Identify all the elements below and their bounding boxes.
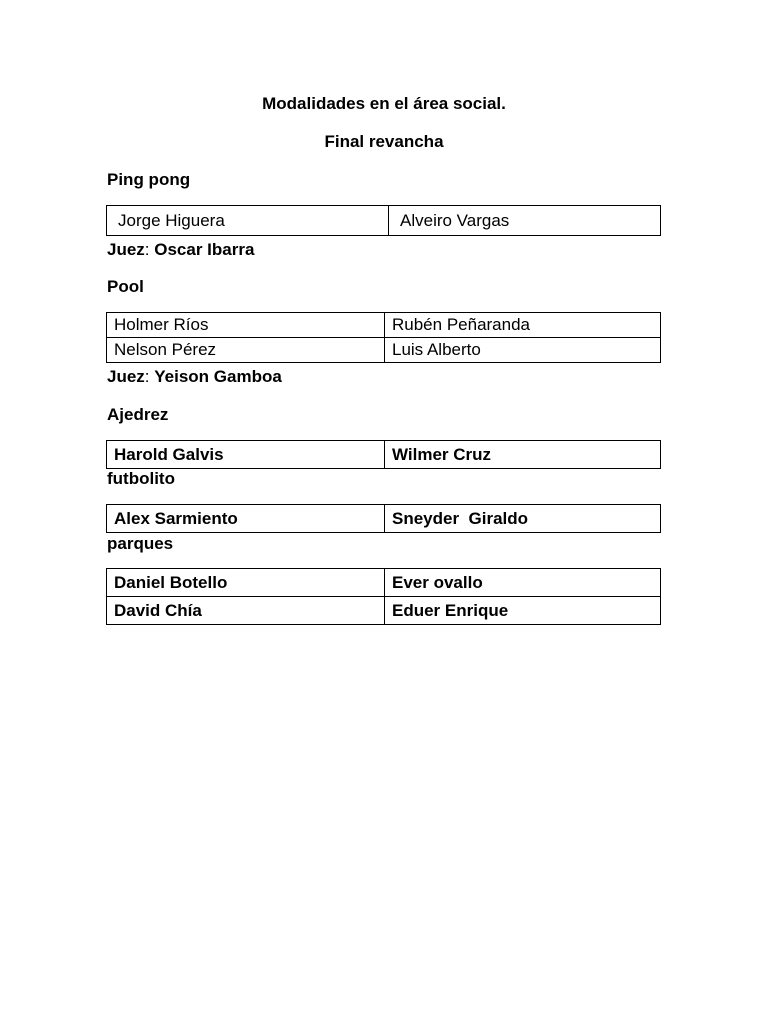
judge-name: Oscar Ibarra (154, 240, 255, 259)
document-subtitle: Final revancha (324, 132, 444, 151)
player-cell: Jorge Higuera (107, 206, 389, 236)
player-cell: Nelson Pérez (107, 338, 385, 363)
player-cell: Luis Alberto (385, 338, 661, 363)
match-table-parques (106, 568, 661, 625)
player-cell: Harold Galvis (107, 441, 385, 469)
section-heading-parques: parques (107, 534, 174, 553)
player-cell: Alex Sarmiento (107, 505, 385, 533)
player-cell: Ever ovallo (385, 569, 661, 597)
judge-separator: : (144, 367, 155, 386)
section-heading-ping-pong: Ping pong (107, 170, 191, 189)
player-cell: Wilmer Cruz (385, 441, 661, 469)
player-cell: Holmer Ríos (107, 313, 385, 338)
match-table-ping-pong (106, 205, 661, 236)
table-row (107, 338, 661, 363)
player-cell: Alveiro Vargas (389, 206, 661, 236)
judge-label: Juez (107, 367, 145, 386)
table-row (107, 597, 661, 625)
player-cell: Eduer Enrique (385, 597, 661, 625)
table-row (107, 569, 661, 597)
match-table-pool (106, 312, 661, 363)
player-cell: Rubén Peñaranda (385, 313, 661, 338)
table-row (107, 313, 661, 338)
judge-line-pool (107, 367, 282, 387)
judge-label: Juez (107, 240, 145, 259)
judge-separator: : (144, 240, 155, 259)
table-row (107, 206, 661, 236)
document-title: Modalidades en el área social. (262, 94, 506, 113)
player-cell: David Chía (107, 597, 385, 625)
match-table-ajedrez (106, 440, 661, 469)
section-heading-ajedrez: Ajedrez (107, 405, 169, 424)
judge-name: Yeison Gamboa (154, 367, 282, 386)
judge-line-ping-pong (107, 240, 254, 260)
table-row (107, 441, 661, 469)
section-heading-pool: Pool (107, 277, 144, 296)
section-heading-futbolito: futbolito (107, 469, 175, 488)
match-table-futbolito (106, 504, 661, 533)
player-cell: Sneyder Giraldo (385, 505, 661, 533)
player-cell: Daniel Botello (107, 569, 385, 597)
table-row (107, 505, 661, 533)
